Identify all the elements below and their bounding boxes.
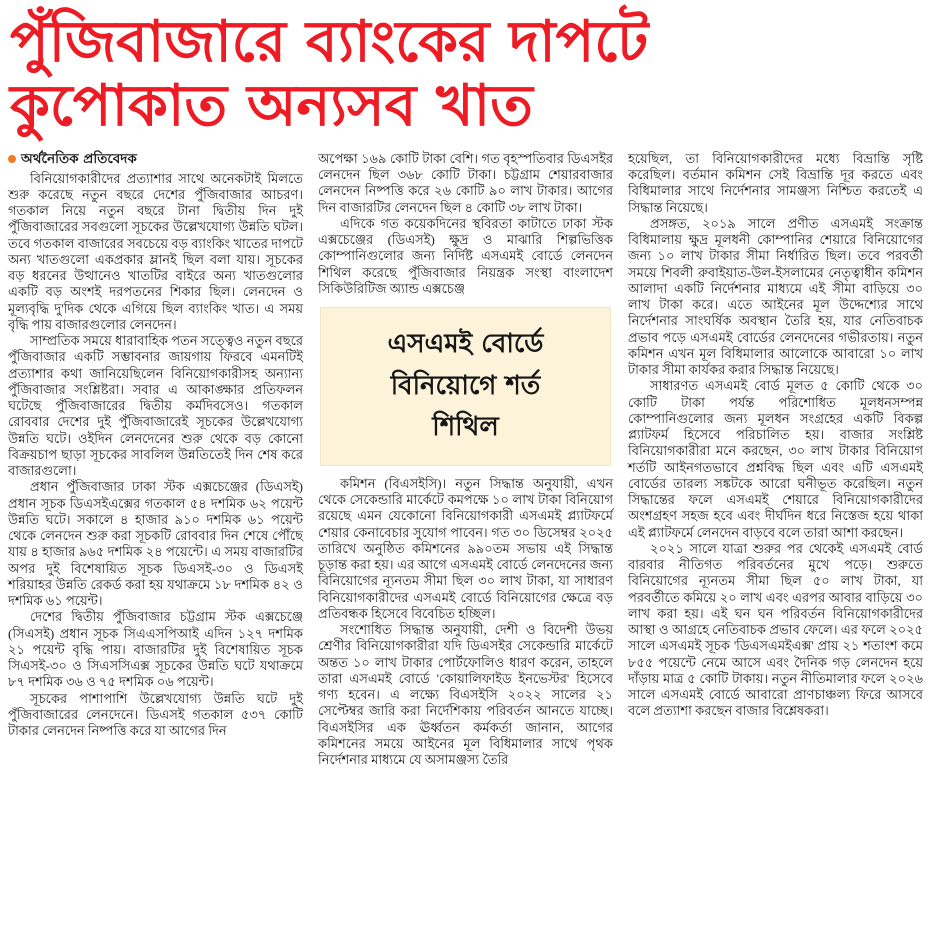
paragraph: বিনিয়োগকারীদের প্রত্যাশার সাথে অনেকটাই মিলতে শুরু করেছে নতুন বছরে দেশের পুঁজিবাজার আচরণ। গতকাল নিয়ে নতুন বছরে টানা দ্বিতীয় দিন দুই পুঁজিবাজারের সবগুলো সূচকের উল্লেখযোগ্য উন্নতি ঘটল। তবে গতকাল বাজারের সবচেয়ে বড় ব্যাংকিং খাতের দাপটে অন্য খাতগুলো একপ্রকার ম্লানই ছিল বলা যায়। সূচকের বড় ধরনের উত্থানেও খাতটির বাইরে অন্য খাতগুলোর একটি বড় অংশই দরপতনের শিকার ছিল। লেনদেন ও মূল্যবৃদ্ধি দু'দিক থেকে এগিয়ে ছিল ব্যাংকিং খাত। এ সময় বৃদ্ধি পায় বাজারগুলোর লেনদেন। (8, 170, 303, 332)
byline (8, 151, 303, 168)
byline-bullet-icon (8, 155, 16, 163)
paragraph: দেশের দ্বিতীয় পুঁজিবাজার চট্টগ্রাম স্টক এক্সচেঞ্জে (সিএসই) প্রধান সূচক সিএএসপিআই এদিন ১২৭ দশমিক ২১ পয়েন্ট বৃদ্ধি পায়। বাজারটির দুই বিশেষায়িত সূচক সিএসই-৩০ ও সিএসসিএক্স সূচকের উন্নতি ঘটে যথাক্রমে ৮৭ দশমিক ৩৬ ও ৭৫ দশমিক ০৬ পয়েন্ট। (8, 609, 303, 690)
paragraph: সাম্প্রতিক সময়ে ধারাবাহিক পতন সত্ত্বেও নতুন বছরে পুঁজিবাজার একটি সম্ভাবনার জায়গায় ফিরবে এমনটিই প্রত্যাশার কথা জানিয়েছিলেন বিনিয়োগকারীসহ অন্যান্য পুঁজিবাজার সংশ্লিষ্টরা। সবার এ আকাঙ্ক্ষার প্রতিফলন ঘটেছে পুঁজিবাজারের দ্বিতীয় কর্মদিবসেও। গতকাল রোববার দেশের দুই পুঁজিবাজারেই সূচকের উল্লেখযোগ্য উন্নতি ঘটে। ওইদিন লেনদেনের শুরু থেকে বড় কোনো বিক্রয়চাপ ছাড়া সূচকের সাবলিল উন্নতিতেই দিন শেষ করে বাজারগুলো। (8, 333, 303, 479)
column-1 (8, 151, 303, 769)
paragraph: এদিকে গত কয়েকদিনের স্থবিরতা কাটাতে ঢাকা স্টক এক্সচেঞ্জের (ডিএসই) ক্ষুদ্র ও মাঝারি শিল্পভিত্তিক কোম্পানিগুলোর জন্য নির্দিষ্ট এসএমই বোর্ডে লেনদেন শিথিল করেছে পুঁজিবাজার নিয়ন্ত্রক সংস্থা বাংলাদেশ সিকিউরিটিজ অ্যান্ড এক্সচেঞ্জ (318, 215, 613, 296)
paragraph: প্রসঙ্গত, ২০১৯ সালে প্রণীত এসএমই সংক্রান্ত বিধিমালায় ক্ষুদ্র মূলধনী কোম্পানির শেয়ারে বিনিয়োগের জন্য ১০ লাখ টাকার সীমা নির্ধারিত ছিল। তবে পরবর্তী সময়ে শিবলী রুবাইয়াত-উল-ইসলামের নেতৃত্বাধীন কমিশন আলাদা একটি নির্দেশনার মাধ্যমে এই সীমা বাড়িয়ে ৩০ লাখ টাকা করে। এতে আইনের মূল উদ্দেশ্যের সাথে নির্দেশনার সাংঘর্ষিক অবস্থান তৈরি হয়, যার নেতিবাচক প্রভাব পড়ে এসএমই বোর্ডের লেনদেনের গভীরতায়। নতুন কমিশন এখন মূল বিধিমালার আলোকে আবারো ১০ লাখ টাকার সীমা কার্যকর করার সিদ্ধান্ত নিয়েছে। (628, 215, 923, 378)
column-3-paragraphs (628, 151, 923, 720)
column-2-top-paragraphs (318, 151, 613, 297)
pull-quote-line: বিনিয়োগে শর্ত (390, 370, 541, 401)
column-2 (318, 151, 613, 769)
paragraph: সাধারণত এসএমই বোর্ড মূলত ৫ কোটি থেকে ৩০ কোটি টাকা পর্যন্ত পরিশোধিত মূলধনসম্পন্ন কোম্পানিগুলোর জন্য মূলধন সংগ্রহের একটি বিকল্প প্ল্যাটফর্ম হিসেবে পরিচালিত হয়। বাজার সংশ্লিষ্ট বিনিয়োগকারীরা মনে করছেন, ৩০ লাখ টাকার বিনিয়োগ শর্তটি আইনগতভাবে প্রশ্নবিদ্ধ ছিল এবং এটি এসএমই বোর্ডের তারল্য সঙ্কটকে আরো ঘনীভূত করেছিল। নতুন সিদ্ধান্তের ফলে এসএমই শেয়ারে বিনিয়োগকারীদের অংশগ্রহণ সহজ হবে এবং দীর্ঘদিন ধরে নিস্তেজ হয়ে থাকা এই প্ল্যাটফর্মে লেনদেন বাড়বে বলে তারা আশা করছেন। (628, 378, 923, 540)
pull-quote-line: এসএমই বোর্ডে (387, 329, 544, 360)
column-3 (628, 151, 923, 769)
pull-quote-box (320, 307, 611, 466)
paragraph: প্রধান পুঁজিবাজার ঢাকা স্টক এক্সচেঞ্জের (ডিএসই) প্রধান সূচক ডিএসইএক্সের গতকাল ৫৪ দশমিক ৬২ পয়েন্ট উন্নতি ঘটে। সকালে ৪ হাজার ৯১০ দশমিক ৬১ পয়েন্ট থেকে লেনদেন শুরু করা সূচকটি রোববার দিন শেষে পৌঁছে যায় ৪ হাজার ৯৬৫ দশমিক ২৪ পয়েন্টে। এ সময় বাজারটির অপর দুই বিশেষায়িত সূচক ডিএসই-৩০ ও ডিএসই শরিয়াহর উন্নতি রেকর্ড করা হয় যথাক্রমে ১৮ দশমিক ৪২ ও দশমিক ৬১ পয়েন্ট। (8, 479, 303, 609)
headline-line-1: পুঁজিবাজারে ব্যাংকের দাপটে (10, 9, 649, 75)
paragraph: সংশোধিত সিদ্ধান্ত অনুযায়ী, দেশী ও বিদেশী উভয় শ্রেণীর বিনিয়োগকারীরা যদি ডিএসইর সেকেন্ডারি মার্কেটে অন্তত ১০ লাখ টাকার পোর্টফোলিও ধারণ করেন, তাহলে তারা এসএমই বোর্ডে 'কোয়ালিফাইড ইনভেস্টর' হিসেবে গণ্য হবেন। এ লক্ষ্যে বিএসইসি ২০২২ সালের ২১ সেপ্টেম্বর জারি করা নির্দেশিকায় পরিবর্তন আনতে যাচ্ছে। বিএসইসির এক ঊর্ধ্বতন কর্মকর্তা জানান, আগের কমিশনের সময়ে আইনের মূল বিধিমালার সাথে পৃথক নির্দেশনার মাধ্যমে যে অসামঞ্জস্য তৈরি (318, 622, 613, 768)
paragraph: ২০২১ সালে যাত্রা শুরুর পর থেকেই এসএমই বোর্ড বারবার নীতিগত পরিবর্তনের মুখে পড়ে। শুরুতে বিনিয়োগের ন্যূনতম সীমা ছিল ৫০ লাখ টাকা, যা পরবর্তীতে কমিয়ে ২০ লাখ এবং এরপর আবার বাড়িয়ে ৩০ লাখ করা হয়। এই ঘন ঘন পরিবর্তন বিনিয়োগকারীদের আস্থা ও আগ্রহে নেতিবাচক প্রভাব ফেলে। এর ফলে ২০২৫ সালে এসএমই সূচক 'ডিএসএমইএক্স' প্রায় ২১ শতাংশ কমে ৮৫৫ পয়েন্টে নেমে আসে এবং দৈনিক গড় লেনদেন হয়ে দাঁড়ায় মাত্র ৫ কোটি টাকায়। নতুন নীতিমালার ফলে ২০২৬ সালে এসএমই বোর্ডে আবারো প্রাণচাঞ্চল্য ফিরে আসবে বলে প্রত্যাশা করছেন বাজার বিশ্লেষকরা। (628, 540, 923, 719)
headline-line-2: কুপোকাত অন্যসব খাত (10, 73, 533, 140)
paragraph: হয়েছিল, তা বিনিয়োগকারীদের মধ্যে বিভ্রান্তি সৃষ্টি করেছিল। বর্তমান কমিশন সেই বিভ্রান্তি দূর করতে এবং বিধিমালার সাথে নির্দেশনার সামঞ্জস্য নিশ্চিত করতেই এ সিদ্ধান্ত নিয়েছে। (628, 150, 923, 215)
column-1-paragraphs (8, 171, 303, 740)
byline-text: অর্থনৈতিক প্রতিবেদক (21, 150, 137, 167)
pull-quote-line: শিথিল (432, 412, 499, 443)
paragraph: কমিশন (বিএসইসি)। নতুন সিদ্ধান্ত অনুযায়ী, এখন থেকে সেকেন্ডারি মার্কেটে কমপক্ষে ১০ লাখ টাকা বিনিয়োগ রয়েছে এমন যেকোনো বিনিয়োগকারী এসএমই প্ল্যাটফর্মে শেয়ার কেনাবেচার সুযোগ পাবেন। গত ৩০ ডিসেম্বর ২০২৫ তারিখে অনুষ্ঠিত কমিশনের ৯৯০তম সভায় এই সিদ্ধান্ত চূড়ান্ত করা হয়। এর আগে এসএমই বোর্ডে লেনদেনের জন্য বিনিয়োগের ন্যূনতম সীমা ছিল ৩০ লাখ টাকা, যা সাধারণ বিনিয়োগকারীদের এসএমই বোর্ডে বিনিয়োগের ক্ষেত্রে বড় প্রতিবন্ধক হিসেবে বিবেচিত হচ্ছিল। (318, 475, 613, 621)
paragraph: সূচকের পাশাপাশি উল্লেখযোগ্য উন্নতি ঘটে দুই পুঁজিবাজারের লেনদেনে। ডিএসই গতকাল ৫৩৭ কোটি টাকার লেনদেন নিষ্পত্তি করে যা আগের দিন (8, 690, 303, 739)
paragraph: অপেক্ষা ১৬৯ কোটি টাকা বেশি। গত বৃহস্পতিবার ডিএসইর লেনদেন ছিল ৩৬৮ কোটি টাকা। চট্টগ্রাম শেয়ারবাজার লেনদেন নিষ্পত্তি করে ২৬ কোটি ৯০ লাখ টাকার। আগের দিন বাজারটির লেনদেন ছিল ৪ কোটি ৩৮ লাখ টাকা। (318, 150, 613, 215)
column-2-bottom-paragraphs (318, 476, 613, 769)
article-headline (8, 4, 923, 151)
article-body (8, 151, 923, 769)
